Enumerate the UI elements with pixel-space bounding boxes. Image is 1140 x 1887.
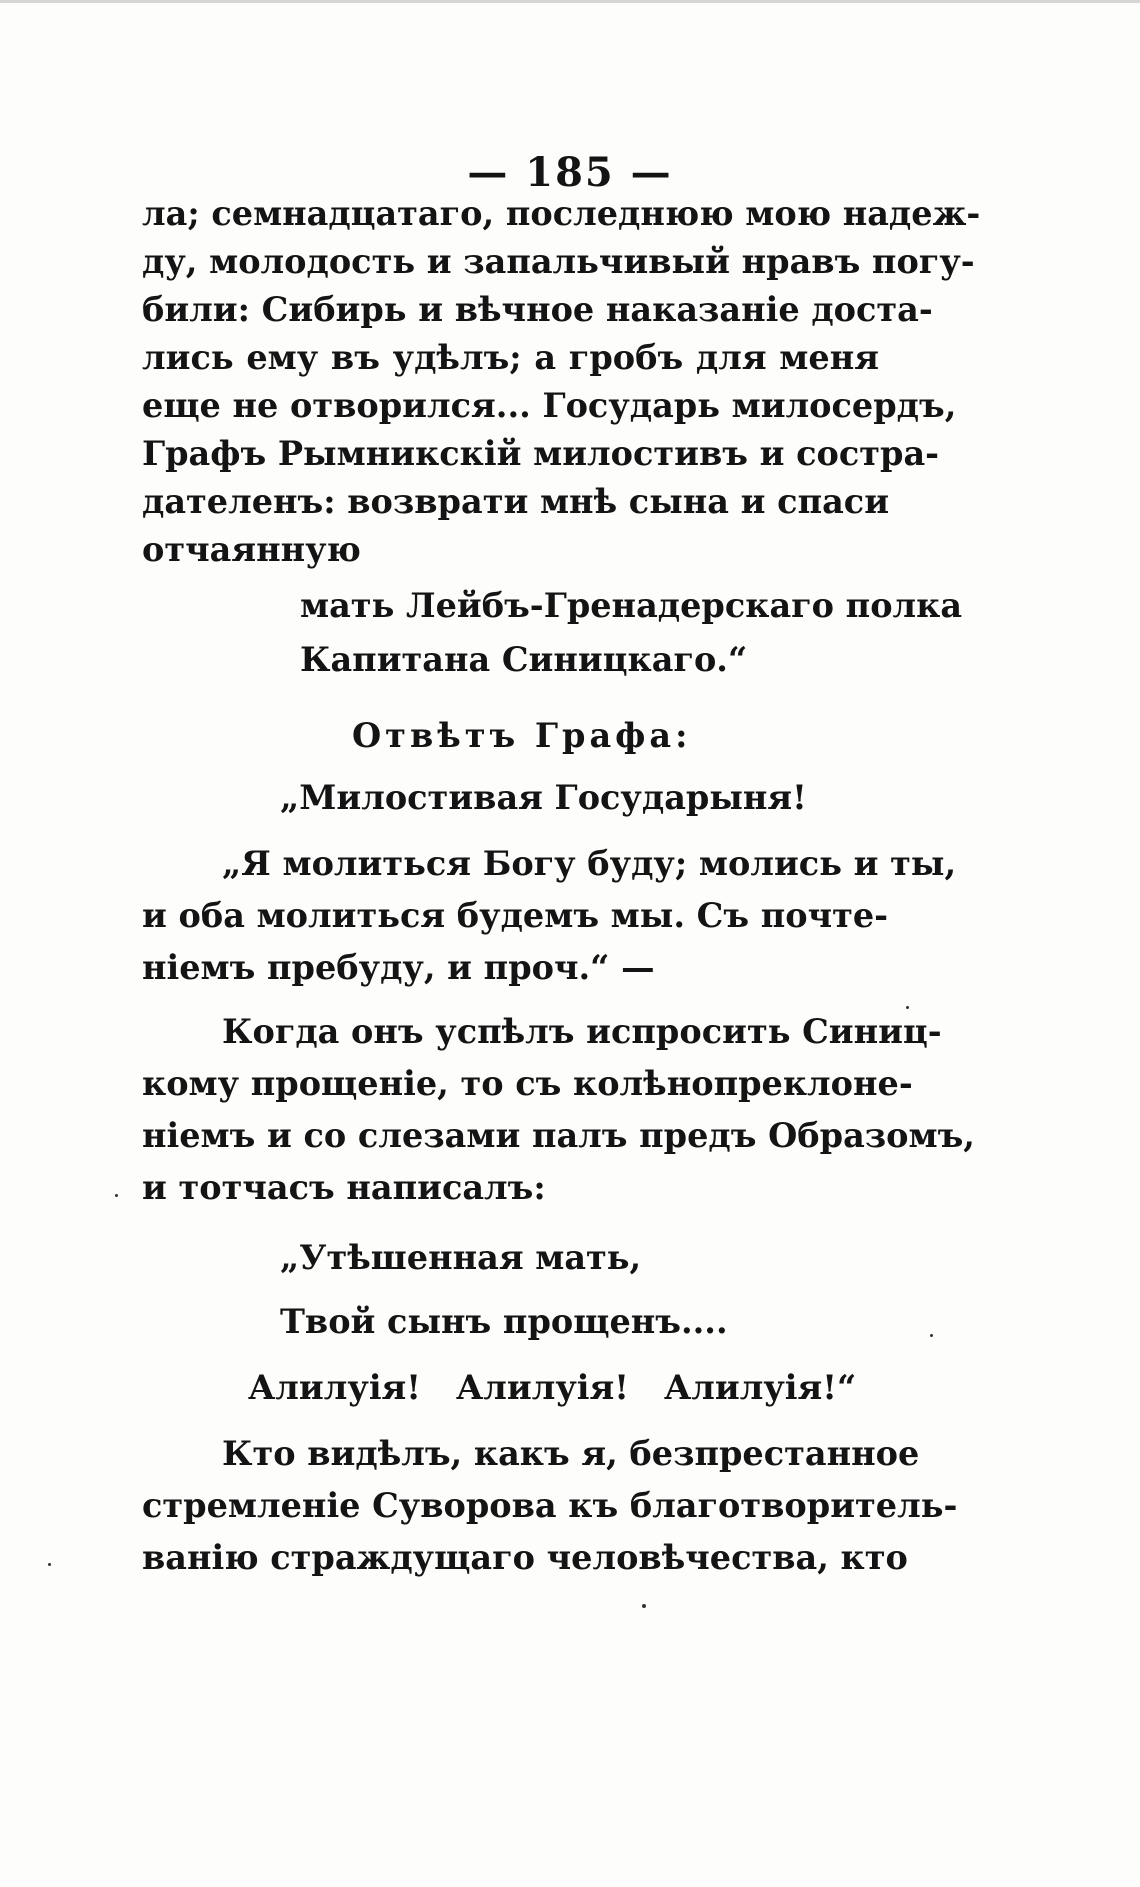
- closing-line: стремленіе Суворова къ благотворитель-: [142, 1486, 958, 1525]
- signature-line: Капитана Синицкаго.“: [300, 640, 748, 679]
- closing-line: ванію страждущаго человѣчества, кто: [142, 1538, 908, 1577]
- text-line: били: Сибирь и вѣчное наказаніе доста-: [142, 290, 933, 329]
- page-top-edge: [0, 0, 1140, 3]
- note-line: „Утѣшенная мать,: [280, 1238, 642, 1277]
- scan-speck: [115, 1194, 118, 1197]
- narrative-line: кому прощеніе, то съ колѣнопреклоне-: [142, 1064, 913, 1103]
- reply-line: „Я молиться Богу буду; молись и ты,: [222, 844, 957, 883]
- closing-line: Кто видѣлъ, какъ я, безпрестанное: [222, 1434, 920, 1473]
- page-number: — 185 —: [467, 149, 673, 196]
- text-line: лись ему въ удѣлъ; а гробъ для меня: [142, 338, 879, 377]
- text-line: еще не отворился... Государь милосердъ,: [142, 386, 957, 425]
- text-line: Графъ Рымникскій милостивъ и состра-: [142, 434, 940, 473]
- scan-speck: [642, 1604, 646, 1608]
- text-line: дателенъ: возврати мнѣ сына и спаси: [142, 482, 890, 521]
- text-line: ду, молодость и запальчивый нравъ погу-: [142, 242, 975, 281]
- reply-heading: Отвѣтъ Графа:: [352, 716, 692, 755]
- salutation: „Милостивая Государыня!: [280, 778, 807, 817]
- narrative-line: Когда онъ успѣлъ испросить Синиц-: [222, 1012, 942, 1051]
- note-line: Твой сынъ прощенъ....: [280, 1302, 728, 1341]
- scan-speck: [930, 1334, 933, 1337]
- scan-speck: [48, 1563, 51, 1566]
- narrative-line: и тотчасъ написалъ:: [142, 1168, 546, 1207]
- narrative-line: ніемъ и со слезами палъ предъ Образомъ,: [142, 1116, 975, 1155]
- signature-line: мать Лейбъ-Гренадерскаго полка: [300, 586, 963, 625]
- text-line: ла; семнадцатаго, последнюю мою надеж-: [142, 194, 981, 233]
- scan-speck: [906, 1006, 909, 1009]
- text-line: отчаянную: [142, 530, 361, 569]
- reply-line: ніемъ пребуду, и проч.“ —: [142, 948, 655, 987]
- reply-line: и оба молиться будемъ мы. Съ почте-: [142, 896, 889, 935]
- note-line: Алилуія! Алилуія! Алилуія!“: [248, 1368, 857, 1407]
